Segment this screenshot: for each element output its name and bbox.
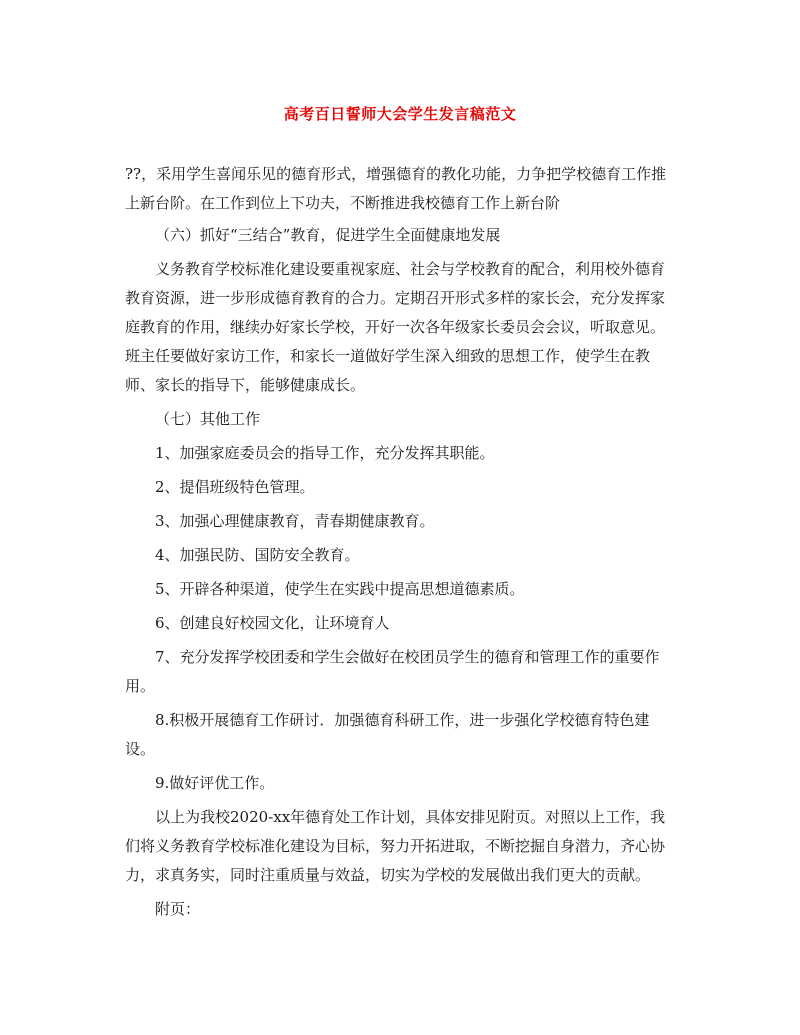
list-item-7: 7、充分发挥学校团委和学生会做好在校团员学生的德育和管理工作的重要作用。 <box>125 648 660 695</box>
list-item-1: 1、加强家庭委员会的指导工作，充分发挥其职能。 <box>155 444 495 462</box>
paragraph-home-school: 义务教育学校标准化建设要重视家庭、社会与学校教育的配合，利用校外德育教育资源，进一步形成德育教育的合力。定期召开形式多样的家长会，充分发挥家庭教育的作用，继续办好家长学校，开好一次各年级家长委员会会议，听取意见。班主任要做好家访工作，和家长一道做好学生深入细致的思想工作，使学生在教师、家长的指导下，能够健康成长。 <box>125 260 666 394</box>
list-item-3: 3、加强心理健康教育，青春期健康教育。 <box>155 512 435 530</box>
list-item-5: 5、开辟各种渠道，使学生在实践中提高思想道德素质。 <box>155 580 525 598</box>
list-item-6: 6、创建良好校园文化，让环境育人 <box>155 614 390 632</box>
list-item-2: 2、提倡班级特色管理。 <box>155 478 315 496</box>
paragraph-continuation: ??，采用学生喜闻乐见的德育形式，增强德育的教化功能，力争把学校德育工作推上新台阶。在工作到位上下功夫，不断推进我校德育工作上新台阶 <box>125 165 667 212</box>
section-heading-six: （六）抓好“三结合”教育，促进学生全面健康地发展 <box>155 226 501 244</box>
document-title: 高考百日誓师大会学生发言稿范文 <box>283 105 517 123</box>
list-item-9: 9.做好评优工作。 <box>155 774 275 792</box>
appendix-label: 附页： <box>155 900 201 918</box>
list-item-8: 8.积极开展德育工作研讨．加强德育科研工作，进一步强化学校德育特色建设。 <box>125 711 650 758</box>
section-heading-seven: （七）其他工作 <box>155 410 261 428</box>
paragraph-summary: 以上为我校2020-xx年德育处工作计划，具体安排见附页。对照以上工作，我们将义务教育学校标准化建设为目标，努力开拓进取，不断挖掘自身潜力，齐心协力，求真务实，同时注重质量与效益，切实为学校的发展做出我们更大的贡献。 <box>125 808 666 884</box>
document-body <box>125 160 675 929</box>
list-item-4: 4、加强民防、国防安全教育。 <box>155 546 360 564</box>
